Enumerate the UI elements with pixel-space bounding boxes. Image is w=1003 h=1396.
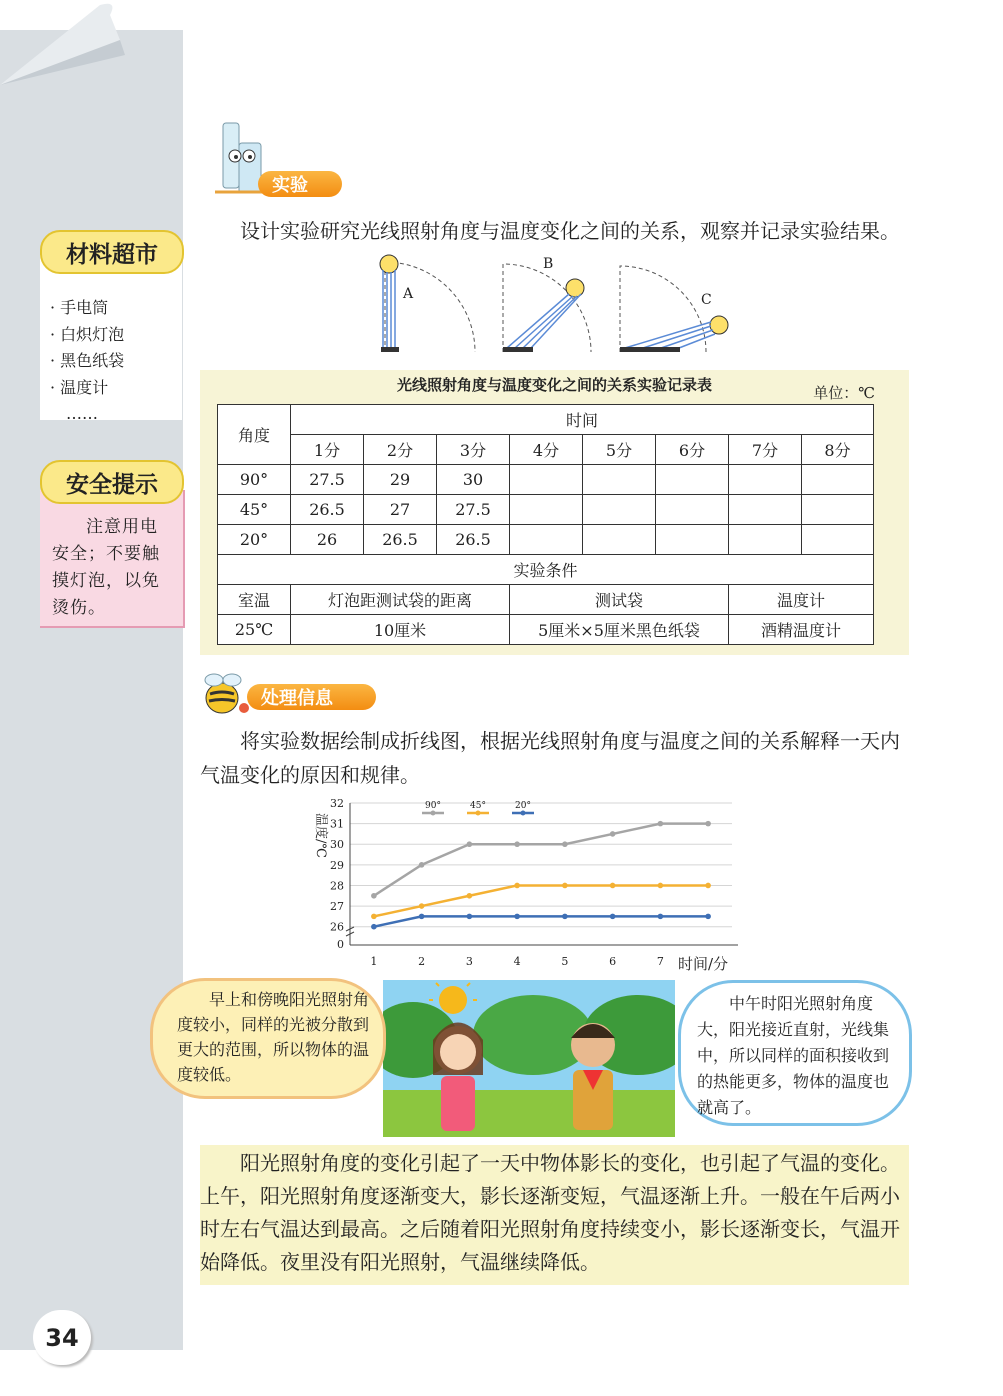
y-tick-label: 0 — [337, 938, 344, 951]
record-table — [217, 404, 874, 645]
condition-value: 10厘米 — [291, 615, 510, 645]
data-point — [467, 841, 473, 847]
data-point — [371, 924, 377, 930]
record-table-panel — [200, 370, 909, 655]
page-curl-decoration — [0, 0, 130, 95]
light-angle-diagram — [375, 250, 745, 360]
market-item-more: …… — [66, 404, 98, 423]
minute-header: 4分 — [510, 435, 583, 465]
safety-tip-text: 注意用电安全；不要触摸灯泡，以免烫伤。 — [52, 517, 160, 618]
page-number: 34 — [33, 1310, 91, 1365]
data-point — [658, 821, 664, 827]
y-tick-label: 31 — [330, 817, 344, 831]
summary-text: 阳光照射角度的变化引起了一天中物体影长的变化，也引起了气温的变化。上午，阳光照射角度逐渐变大，影长逐渐变短，气温逐渐上升。一般在午后两小时左右气温达到最高。之后随着阳光照射角度持续变小，影长逐渐变长，气温开始降低。夜里没有阳光照射，气温继续降低。 — [200, 1151, 900, 1274]
condition-header: 测试袋 — [510, 585, 729, 615]
cell-empty — [510, 465, 583, 495]
series-line — [374, 885, 708, 916]
market-item: · 黑色纸袋 — [50, 351, 125, 370]
cell-empty — [802, 465, 874, 495]
legend-label: 90° — [425, 801, 441, 811]
data-point — [658, 883, 664, 889]
condition-value: 5厘米×5厘米黑色纸袋 — [510, 615, 729, 645]
process-heading: 处理信息 — [247, 684, 376, 710]
data-point — [371, 893, 377, 899]
data-point — [610, 914, 616, 920]
data-point — [514, 841, 520, 847]
y-tick-label: 30 — [330, 838, 344, 852]
data-point — [705, 883, 711, 889]
market-item: · 温度计 — [50, 377, 109, 397]
x-tick-label: 2 — [418, 955, 426, 968]
cell-empty — [802, 525, 874, 555]
data-point — [419, 903, 425, 909]
y-tick-label: 28 — [330, 879, 344, 893]
y-tick-label: 32 — [330, 797, 344, 810]
conditions-header: 实验条件 — [218, 555, 874, 585]
cell: 26.5 — [437, 525, 510, 555]
angle-header: 角度 — [218, 405, 291, 465]
safety-tip-box — [40, 490, 185, 628]
cell: 30 — [437, 465, 510, 495]
cell: 26 — [291, 525, 364, 555]
process-paragraph: 将实验数据绘制成折线图，根据光线照射角度与温度之间的关系解释一天内气温变化的原因和规律。 — [200, 729, 900, 787]
minute-header: 3分 — [437, 435, 510, 465]
data-point — [371, 914, 377, 920]
cell-empty — [583, 495, 656, 525]
diagram-label-b: B — [543, 256, 554, 272]
cell-empty — [510, 495, 583, 525]
y-axis-label: 温度/℃ — [313, 813, 328, 858]
cell-empty — [656, 525, 729, 555]
table-row — [218, 495, 874, 525]
data-point — [419, 862, 425, 868]
condition-value: 酒精温度计 — [729, 615, 874, 645]
cell-empty — [583, 525, 656, 555]
data-point — [658, 914, 664, 920]
table-row — [218, 525, 874, 555]
bubble-right-text: 中午时阳光照射角度大，阳光接近直射，光线集中，所以同样的面积接收到的热能更多，物体的温度也就高了。 — [697, 994, 890, 1117]
bubble-left-text: 早上和傍晚阳光照射角度较小，同样的光被分散到更大的范围，所以物体的温度较低。 — [177, 990, 370, 1084]
market-item: · 手电筒 — [50, 298, 109, 317]
cell-empty — [510, 525, 583, 555]
experiment-paragraph: 设计实验研究光线照射角度与温度变化之间的关系，观察并记录实验结果。 — [240, 219, 900, 243]
data-point — [705, 821, 711, 827]
data-point — [705, 914, 711, 920]
x-tick-label: 1 — [370, 955, 378, 968]
diagram-label-c: C — [701, 292, 712, 308]
safety-tip-title: 安全提示 — [40, 460, 184, 504]
minute-header: 8分 — [802, 435, 874, 465]
cell-empty — [583, 465, 656, 495]
cell: 27 — [364, 495, 437, 525]
row-angle: 20° — [218, 525, 291, 555]
speech-bubble-left — [150, 978, 386, 1099]
material-market-box — [40, 255, 182, 423]
row-angle: 90° — [218, 465, 291, 495]
cell: 26.5 — [364, 525, 437, 555]
time-header: 时间 — [291, 405, 874, 435]
data-point — [419, 914, 425, 920]
cell: 26.5 — [291, 495, 364, 525]
summary-panel — [200, 1145, 909, 1285]
series-line — [374, 916, 708, 926]
minute-header: 6分 — [656, 435, 729, 465]
x-tick-label: 4 — [513, 955, 521, 968]
data-point — [467, 914, 473, 920]
legend-marker — [431, 811, 436, 816]
table-row — [218, 465, 874, 495]
data-point — [514, 883, 520, 889]
y-tick-label: 29 — [330, 858, 344, 872]
cell-empty — [656, 495, 729, 525]
x-tick-label: 7 — [656, 955, 664, 968]
row-angle: 45° — [218, 495, 291, 525]
market-item: · 白炽灯泡 — [50, 324, 125, 344]
children-sun-illustration — [383, 980, 675, 1137]
cell: 29 — [364, 465, 437, 495]
legend-label: 20° — [515, 801, 531, 811]
data-point — [562, 841, 568, 847]
speech-bubble-right — [678, 980, 912, 1126]
cell-empty — [729, 495, 802, 525]
condition-value: 25℃ — [218, 615, 291, 645]
material-market-title: 材料超市 — [40, 230, 184, 274]
cell: 27.5 — [291, 465, 364, 495]
minute-header: 1分 — [291, 435, 364, 465]
diagram-label-a: A — [403, 286, 414, 302]
condition-header: 温度计 — [729, 585, 874, 615]
cell-empty — [656, 465, 729, 495]
cell-empty — [729, 525, 802, 555]
cell-empty — [729, 465, 802, 495]
x-tick-label: 3 — [465, 955, 473, 968]
cell: 27.5 — [437, 495, 510, 525]
x-tick-label: 5 — [561, 955, 569, 968]
sidebar — [0, 30, 183, 1350]
legend-marker — [476, 811, 481, 816]
condition-header: 室温 — [218, 585, 291, 615]
y-tick-label: 26 — [330, 920, 344, 934]
minute-header: 7分 — [729, 435, 802, 465]
legend-label: 45° — [470, 801, 486, 811]
y-tick-label: 27 — [330, 900, 344, 914]
condition-header: 灯泡距测试袋的距离 — [291, 585, 510, 615]
x-tick-label: 6 — [609, 955, 617, 968]
legend-marker — [521, 811, 526, 816]
temperature-line-chart — [300, 795, 750, 980]
cell-empty — [802, 495, 874, 525]
experiment-heading: 实验 — [258, 171, 342, 197]
data-point — [610, 831, 616, 837]
data-point — [467, 893, 473, 899]
minute-header: 2分 — [364, 435, 437, 465]
data-point — [562, 883, 568, 889]
minute-header: 5分 — [583, 435, 656, 465]
data-point — [562, 914, 568, 920]
table-unit: 单位：℃ — [813, 384, 875, 402]
data-point — [610, 883, 616, 889]
table-title: 光线照射角度与温度变化之间的关系实验记录表 — [396, 376, 712, 394]
data-point — [514, 914, 520, 920]
x-axis-label: 时间/分 — [678, 955, 729, 973]
